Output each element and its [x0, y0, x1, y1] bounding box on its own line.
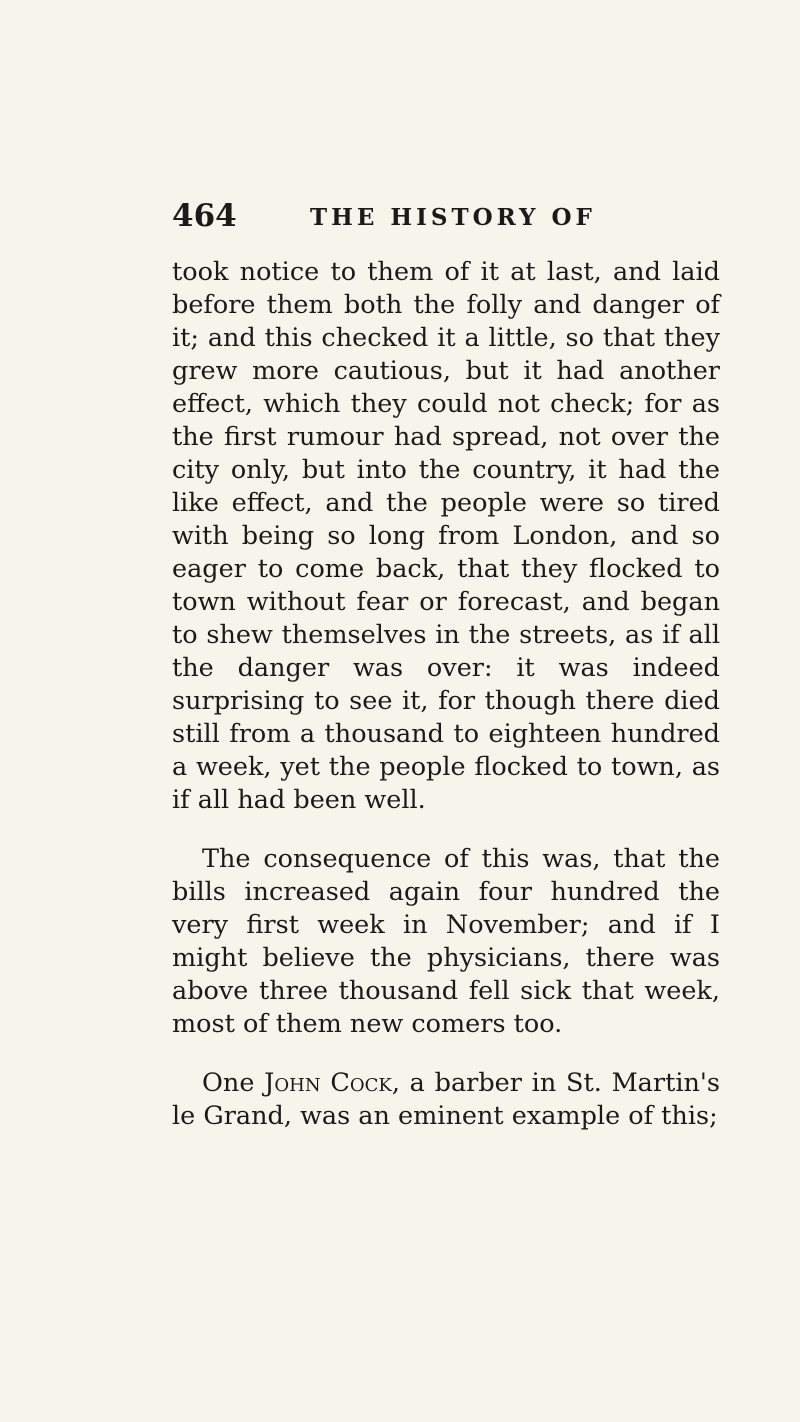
paragraph-3-lead: One — [202, 1068, 255, 1098]
paragraph-1: took notice to them of it at last, and laid before them both the folly and danger of it; and this checked it a little, so that they grew more cautious, but it had another effect, which they could not check; for as the first rumour had spread, not over the city only, but into the country, it had the like effect, and the people were so tired with being so long from London, and so eager to come back, that they flocked to town without fear or forecast, and began to shew themselves in the streets, as if all the danger was over: it was indeed surprising to see it, for though there died still from a thousand to eighteen hundred a week, yet the people flocked to town, as if all had been well. — [172, 257, 720, 815]
running-head: THE HISTORY OF — [310, 204, 596, 231]
paragraph-3 — [172, 1067, 720, 1133]
page-number: 464 — [172, 198, 237, 234]
body-text — [172, 256, 720, 1133]
person-name: John Cock — [264, 1068, 392, 1098]
paragraph-2: The consequence of this was, that the bills increased again four hundred the very first week in November; and if I might believe the physicians, there was above three thousand fell sick that week, most of them new comers too. — [172, 844, 720, 1039]
paragraph-3-rest: , a barber in St. Martin's le Grand, was an eminent example of this; — [172, 1068, 720, 1131]
